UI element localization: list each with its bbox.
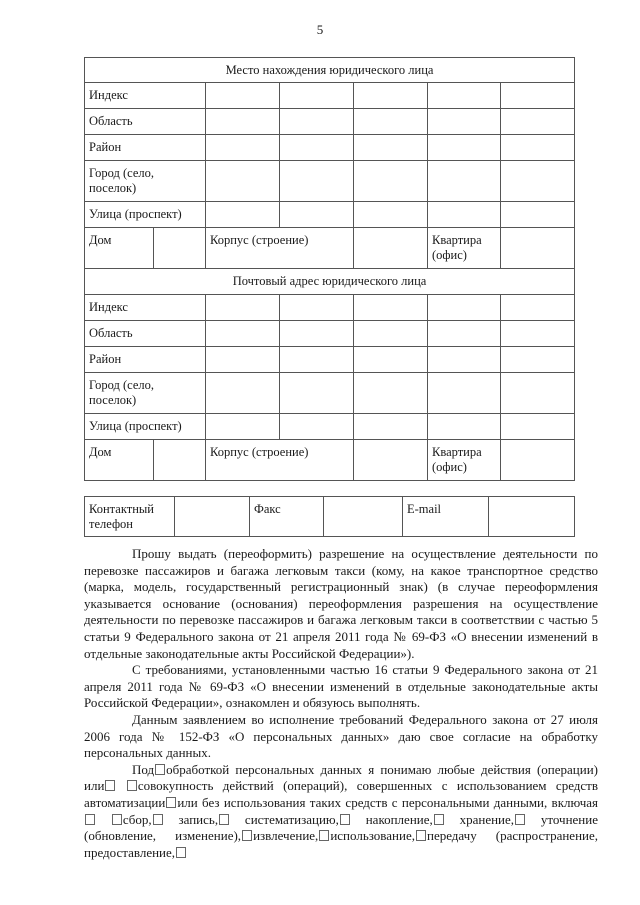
label-email: E-mail	[403, 497, 489, 537]
label-fax: Факс	[250, 497, 324, 537]
row-label-apartment: Квартира (офис)	[428, 440, 501, 481]
text-fragment: систематизацию,	[230, 811, 339, 827]
paragraph-consent: Данным заявлением во исполнение требований Федерального закона от 27 июля 2006 года № 152-ФЗ «О персональных данных» даю свое согласие на обработку персональных данных.	[84, 711, 598, 761]
input-cell[interactable]	[428, 161, 501, 202]
placeholder-box-icon	[105, 780, 115, 791]
placeholder-box-icon	[127, 780, 137, 791]
input-cell[interactable]	[206, 161, 280, 202]
input-cell[interactable]	[280, 109, 354, 135]
input-cell[interactable]	[354, 414, 428, 440]
text-fragment: запись,	[163, 811, 219, 827]
row-label-region: Область	[85, 109, 206, 135]
text-fragment: использование,	[330, 828, 415, 844]
input-cell[interactable]	[206, 295, 280, 321]
row-label-city: Город (село, поселок)	[85, 161, 206, 202]
input-cell[interactable]	[206, 321, 280, 347]
house-input-cell[interactable]	[154, 440, 206, 481]
contacts-table	[84, 496, 575, 537]
placeholder-box-icon	[153, 814, 163, 825]
input-cell[interactable]	[354, 135, 428, 161]
placeholder-box-icon	[176, 847, 186, 858]
input-cell[interactable]	[428, 109, 501, 135]
input-cell[interactable]	[280, 295, 354, 321]
building-input-cell[interactable]	[354, 228, 428, 269]
row-label-district: Район	[85, 347, 206, 373]
input-cell[interactable]	[280, 83, 354, 109]
text-fragment: или без использования таких средств с персональными данными, включая	[177, 794, 598, 810]
placeholder-box-icon	[416, 830, 426, 841]
input-cell[interactable]	[428, 83, 501, 109]
input-cell[interactable]	[428, 373, 501, 414]
input-cell[interactable]	[354, 295, 428, 321]
label-contact-phone: Контактный телефон	[85, 497, 175, 537]
input-cell[interactable]	[354, 373, 428, 414]
input-cell[interactable]	[206, 83, 280, 109]
input-cell[interactable]	[280, 135, 354, 161]
house-input-cell[interactable]	[154, 228, 206, 269]
placeholder-box-icon	[434, 814, 444, 825]
input-cell[interactable]	[354, 202, 428, 228]
email-input-cell[interactable]	[489, 497, 575, 537]
apartment-input-cell[interactable]	[501, 440, 575, 481]
input-cell[interactable]	[354, 83, 428, 109]
input-cell[interactable]	[280, 414, 354, 440]
input-cell[interactable]	[206, 373, 280, 414]
input-cell[interactable]	[428, 347, 501, 373]
placeholder-box-icon	[166, 797, 176, 808]
input-cell[interactable]	[354, 347, 428, 373]
input-cell[interactable]	[206, 135, 280, 161]
input-cell[interactable]	[206, 109, 280, 135]
placeholder-box-icon	[155, 764, 165, 775]
input-cell[interactable]	[501, 161, 575, 202]
input-cell[interactable]	[501, 295, 575, 321]
row-label-building: Корпус (строение)	[206, 228, 354, 269]
paragraph-processing-definition	[84, 762, 598, 862]
input-cell[interactable]	[206, 414, 280, 440]
input-cell[interactable]	[206, 202, 280, 228]
table-title: Почтовый адрес юридического лица	[85, 269, 575, 295]
text-fragment: уточнение (обновление, изменение),	[84, 811, 598, 844]
table-title: Место нахождения юридического лица	[85, 58, 575, 83]
apartment-input-cell[interactable]	[501, 228, 575, 269]
input-cell[interactable]	[501, 321, 575, 347]
application-text	[84, 546, 598, 861]
placeholder-box-icon	[112, 814, 122, 825]
input-cell[interactable]	[501, 202, 575, 228]
building-input-cell[interactable]	[354, 440, 428, 481]
text-fragment: сбор,	[122, 811, 152, 827]
phone-input-cell[interactable]	[175, 497, 250, 537]
input-cell[interactable]	[428, 135, 501, 161]
placeholder-box-icon	[219, 814, 229, 825]
input-cell[interactable]	[354, 109, 428, 135]
input-cell[interactable]	[428, 295, 501, 321]
input-cell[interactable]	[501, 83, 575, 109]
row-label-street: Улица (проспект)	[85, 202, 206, 228]
input-cell[interactable]	[280, 373, 354, 414]
placeholder-box-icon	[242, 830, 252, 841]
row-label-index: Индекс	[85, 295, 206, 321]
row-label-house: Дом	[85, 228, 154, 269]
placeholder-box-icon	[85, 814, 95, 825]
legal-address-table	[84, 57, 575, 481]
row-label-district: Район	[85, 135, 206, 161]
text-fragment: совокупность действий (операций), совершенных с использованием средств автоматизации	[84, 778, 599, 810]
placeholder-box-icon	[319, 830, 329, 841]
input-cell[interactable]	[354, 321, 428, 347]
paragraph-request: Прошу выдать (переоформить) разрешение на осуществление деятельности по перевозке пассажиров и багажа легковым такси (кому, на какое транспортное средство (марка, модель, государственный регистрационный знак) (в случае переоформления указывается основание (основания) переоформления разрешения на осуществление деятельности по перевозке пассажиров и багажа легковым такси в соответствии с частью 5 статьи 9 Федерального закона от 21 апреля 2011 года № 69-ФЗ «О внесении изменений в отдельные законодательные акты Российской Федерации»).	[84, 546, 598, 661]
input-cell[interactable]	[428, 321, 501, 347]
input-cell[interactable]	[428, 414, 501, 440]
input-cell[interactable]	[501, 414, 575, 440]
row-label-apartment: Квартира (офис)	[428, 228, 501, 269]
input-cell[interactable]	[280, 347, 354, 373]
row-label-house: Дом	[85, 440, 154, 481]
input-cell[interactable]	[280, 321, 354, 347]
text-fragment: передачу (распространение, предоставление,	[84, 828, 598, 860]
text-fragment: обработкой персональных данных я понимаю любые действия (операции) или	[84, 761, 598, 794]
row-label-street: Улица (проспект)	[85, 414, 206, 440]
row-label-index: Индекс	[85, 83, 206, 109]
input-cell[interactable]	[501, 109, 575, 135]
page-number: 5	[316, 22, 324, 37]
input-cell[interactable]	[354, 161, 428, 202]
text-fragment: Под	[132, 761, 155, 777]
input-cell[interactable]	[280, 202, 354, 228]
text-fragment: хранение,	[444, 811, 515, 827]
input-cell[interactable]	[280, 161, 354, 202]
input-cell[interactable]	[501, 373, 575, 414]
input-cell[interactable]	[501, 135, 575, 161]
text-fragment: извлечение,	[253, 828, 319, 844]
row-label-building: Корпус (строение)	[206, 440, 354, 481]
placeholder-box-icon	[340, 814, 350, 825]
input-cell[interactable]	[501, 347, 575, 373]
input-cell[interactable]	[428, 202, 501, 228]
text-fragment: накопление,	[350, 811, 433, 827]
input-cell[interactable]	[206, 347, 280, 373]
row-label-region: Область	[85, 321, 206, 347]
row-label-city: Город (село, поселок)	[85, 373, 206, 414]
paragraph-requirements: С требованиями, установленными частью 16 статьи 9 Федерального закона от 21 апреля 2011 года № 69-ФЗ «О внесении изменений в отдельные законодательные акты Российской Федерации», ознакомлен и обязуюсь выполнять.	[84, 662, 598, 711]
fax-input-cell[interactable]	[324, 497, 403, 537]
placeholder-box-icon	[515, 814, 525, 825]
